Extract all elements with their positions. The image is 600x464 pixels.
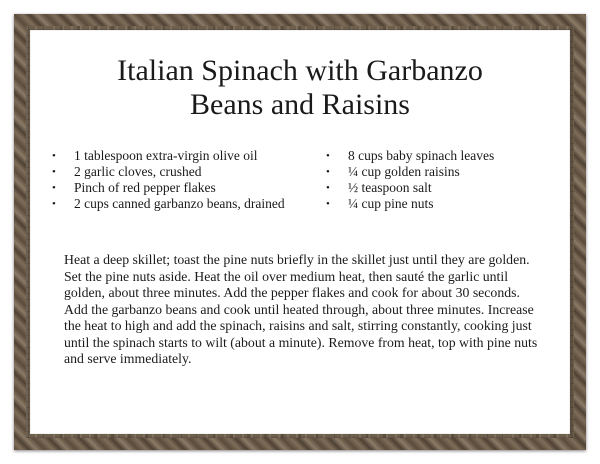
ingredient-item: • Pinch of red pepper flakes [52, 180, 302, 196]
ingredient-item: • ½ teaspoon salt [326, 180, 556, 196]
recipe-title-line-1: Italian Spinach with Garbanzo [117, 54, 483, 87]
recipe-card [30, 30, 570, 434]
ingredient-item: • 1 tablespoon extra-virgin olive oil [52, 148, 302, 164]
ingredient-list-right [326, 148, 556, 212]
ingredient-item: • ¼ cup golden raisins [326, 164, 556, 180]
ingredient-item: • ¼ cup pine nuts [326, 196, 556, 212]
ingredient-item: • 2 garlic cloves, crushed [52, 164, 302, 180]
recipe-directions: Heat a deep skillet; toast the pine nuts briefly in the skillet just until they are golden. Set the pine nuts aside. Heat the oil over medium heat, then sauté the garlic until golden, about three minutes. Add the pepper flakes and cook for about 30 seconds. Add the garbanzo beans and cook until heated through, about three minutes. Increase the heat to high and add the spinach, raisins and salt, stirring constantly, cooking just until the spinach starts to wilt (about a minute). Remove from heat, top with pine nuts and serve immediately. [64, 252, 538, 366]
ingredient-list-left [52, 148, 302, 212]
recipe-title [30, 54, 570, 122]
recipe-title-line-2: Beans and Raisins [190, 88, 410, 121]
ingredient-item: • 2 cups canned garbanzo beans, drained [52, 196, 302, 212]
ingredient-item: • 8 cups baby spinach leaves [326, 148, 556, 164]
